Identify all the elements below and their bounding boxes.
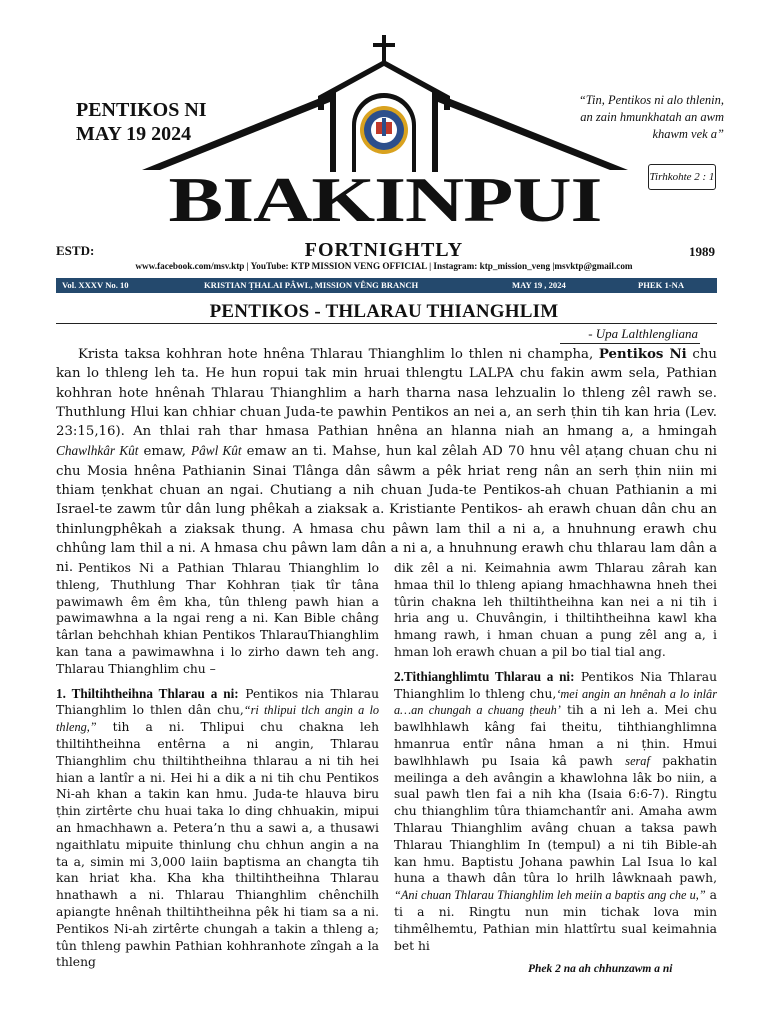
author-underline	[560, 343, 700, 344]
body-text: Pentikos Nia Thlarau Thianghlim lo thleng chu,	[394, 669, 717, 701]
social-links: www.facebook.com/msv.ktp | YouTube: KTP MISSION VENG OFFICIAL | Instagram: ktp_mission_veng |msvktp@gmail.com	[135, 261, 633, 271]
scripture-quote: “Tin, Pentikos ni alo thlenin, an zain hmunkhatah an awm khawm vek a”	[578, 93, 724, 141]
body-text: tih a ni leh a. Mei chu bawlhhlawh kâng fai theitu, tihthianghlimna hmanrua entîr nâna hman a ni ṭhin. Hmui bawlhhlawh pu Isaia kâ pawh	[394, 703, 717, 768]
lead-bold-text: Pentikos Ni	[598, 347, 687, 362]
estd-label: ESTD:	[56, 243, 95, 258]
continuation-paragraph: dik zêl a ni. Keimahnia awm Thlarau zârah kan hmaa thil lo thleng apiang hmachhawna hneh thei tûrin chakna leh thiltihtheihna kan nei a ni tih i hria ang u. Chuvângin, i thiltihtheihna kawl kha hmang rawh, i hman chuan a pung zêl ang a, i hman loh erawh chuan a pil bo tial tial ang.	[394, 561, 717, 659]
page-number: PHEK 1-NA	[638, 280, 685, 290]
continued-notice[interactable]: Phek 2 na ah chhunzawm a ni	[528, 963, 673, 975]
lead-text: emaw an ti. Mahse, hun kal zêlah AD 70 hnu vêl aṭang chuan chu ni chu Mosia hnêna Pathianin Sinai Tlânga dân sâwm a pêk hriat reng nân an serh ṭhin niin mi thiam ṭenkhat chuan an ngai. Chutiang a nih chuan Juda-te Pentikos-ah chuan Pathianin a mi Israel-te zawm tûr dân lung phêkah a ziaksak a. Kristiante Pentikos- ah erawh chuan dân chu an thinlungphêkah a ziaksak thung. A hmasa chu pâwn lam thil a ni a, a hnuhnung erawh chu chhûng lam thil a ni. A hmasa chu pâwn lam dân a ni a, a hnuhnung erawh chu thlarau lam dân a ni.	[56, 444, 718, 576]
scripture-reference-scroll: Tirhkohte 2 : 1	[648, 164, 716, 190]
established-year: 1989	[689, 244, 715, 259]
right-column	[394, 560, 717, 962]
article-title: PENTIKOS - THLARAU THIANGHLIM	[209, 301, 559, 322]
issue-date-block	[76, 98, 207, 146]
section-1-paragraph	[56, 686, 379, 972]
issue-date: MAY 19 2024	[76, 123, 192, 145]
scripture-inline-quote: ‘mei angin an hnênah a lo inlâr a…an chungah a chuang ṭheuh’	[394, 686, 717, 718]
church-roof-graphic	[140, 30, 630, 180]
lead-text: chu kan lo thleng leh ta. He hun ropui tak min hruai thlengtu LALPA chu fakin awm sela, Pathian kohhran hote hnênah Thlarau Thianghlim a harh tharna nasa lehzualin lo thleng zêl rawh se. Thuthlung Hlui kan chhiar chuan Juda-te pawhin Pentikos an nei a, an serh ṭhin tih kan hria (Lev. 23:15,16). An thlai rah thar hmasa Pathian hnêna an hlanna niah an hmang a, a hmingah	[56, 347, 717, 440]
body-text: a ti a ni. Ringtu nun min tichak lova min tihmêlhemtu, Pathian min hlattîrtu sual keimahnia bet hi	[394, 888, 717, 953]
left-column	[56, 560, 379, 979]
section-1-heading: 1. Thiltihtheihna Thlarau a ni:	[56, 685, 239, 701]
lead-paragraph	[56, 345, 717, 578]
italic-term: seraf	[625, 753, 650, 768]
article-author: - Upa Lalthlengliana	[588, 326, 698, 341]
lead-italic-text: Chawlhkâr Kût	[56, 443, 139, 459]
lead-italic-text: Pâwl Kût	[190, 443, 242, 459]
volume-number: Vol. XXXV No. 10	[62, 280, 129, 290]
newspaper-subtitle: FORTNIGHTLY	[304, 239, 464, 261]
newspaper-title: BIAKINPUI	[168, 164, 602, 236]
scripture-inline-quote: “Ani chuan Thlarau Thianghlim leh meiin a baptis ang che u,”	[394, 888, 706, 903]
section-2-heading: 2.Tithianghlimtu Thlarau a ni:	[394, 668, 575, 684]
lead-text: Krista taksa kohhran hote hnêna Thlarau Thianghlim lo thlen ni champha,	[78, 347, 599, 362]
issue-label: PENTIKOS NI	[76, 99, 207, 121]
church-emblem	[360, 106, 408, 154]
title-divider	[56, 323, 717, 324]
issue-info-bar	[56, 278, 717, 293]
section-2-paragraph	[394, 669, 717, 955]
issue-bar-date: MAY 19 , 2024	[512, 280, 566, 290]
organization-name: KRISTIAN ṬHALAI PÂWL, MISSION VÊNG BRANCH	[204, 280, 419, 290]
body-text: Pentikos nia Thlarau Thianghlim lo thlen dân chu,	[56, 686, 379, 718]
body-text: tih a ni. Thlipui chu chakna leh thiltihtheihna entêrna a ni angin, Thlarau Thianghlim chu thiltihtheihna thlarau a ni tih hei hian a lantîr a ni. Hei hi a dik a ni tih chu Pentikos Ni-ah khan a takin kan hmu. Juda-te hlauva biru ṭhin zirtêrte chu huai taka lo ding chhuakin, mipui an hmachhawn a. Petera’n thu a sawi a, a thusawi ngaithlatu mipuite thinlung chu chhun angin a na ta a, simin mi 3,000 laiin baptisma an changta tih kan hriat kha. Kha kha thiltihtheihna Thlarau hnathawh a ni. Thlarau Thianghlim chênchilh apiangte hnênah thiltihtheihna pêk hi tiam sa a ni. Pentikos Ni-ah zirtêrte chungah a takin a thleng a; tûn thleng pawhin Pathian kohhranhote zîngah a la thleng	[56, 720, 379, 970]
intro-paragraph: Pentikos Ni a Pathian Thlarau Thianghlim lo thleng, Thuthlung Thar Kohhran ṭiak tîr tâna pawimawh êm êm kha, tûn thleng pawh hian a pawimawhna a la ngai reng a ni. Kan Bible châng târlan behchhah khian Pentikos ThlarauThianghlim kan tana a pawimawhna i lo zirho dawn teh ang. Thlarau Thianghlim chu –	[56, 561, 379, 676]
lead-text: emaw,	[138, 444, 191, 460]
body-text: pakhatin meilinga a deh avângin a khawlohna lâk bo niin, a sual pawh tlen fai a nih kha (Isaia 6:6-7). Ringtu chu thianghlim tûra thiamchantîr ani. Amaha awm Thlarau Thianghlim avâng chuan a taksa pawh Thlarau Thianghlim In (tempul) a ni tih Bible-ah kan hmu. Baptistu Johana pawhin Lal Isua lo kal huna a thawh dân tûra lo hrilh lâwknaah pawh,	[394, 753, 718, 886]
scripture-inline-quote: “ri thlipui tlch angin a lo thleng,”	[56, 703, 380, 735]
